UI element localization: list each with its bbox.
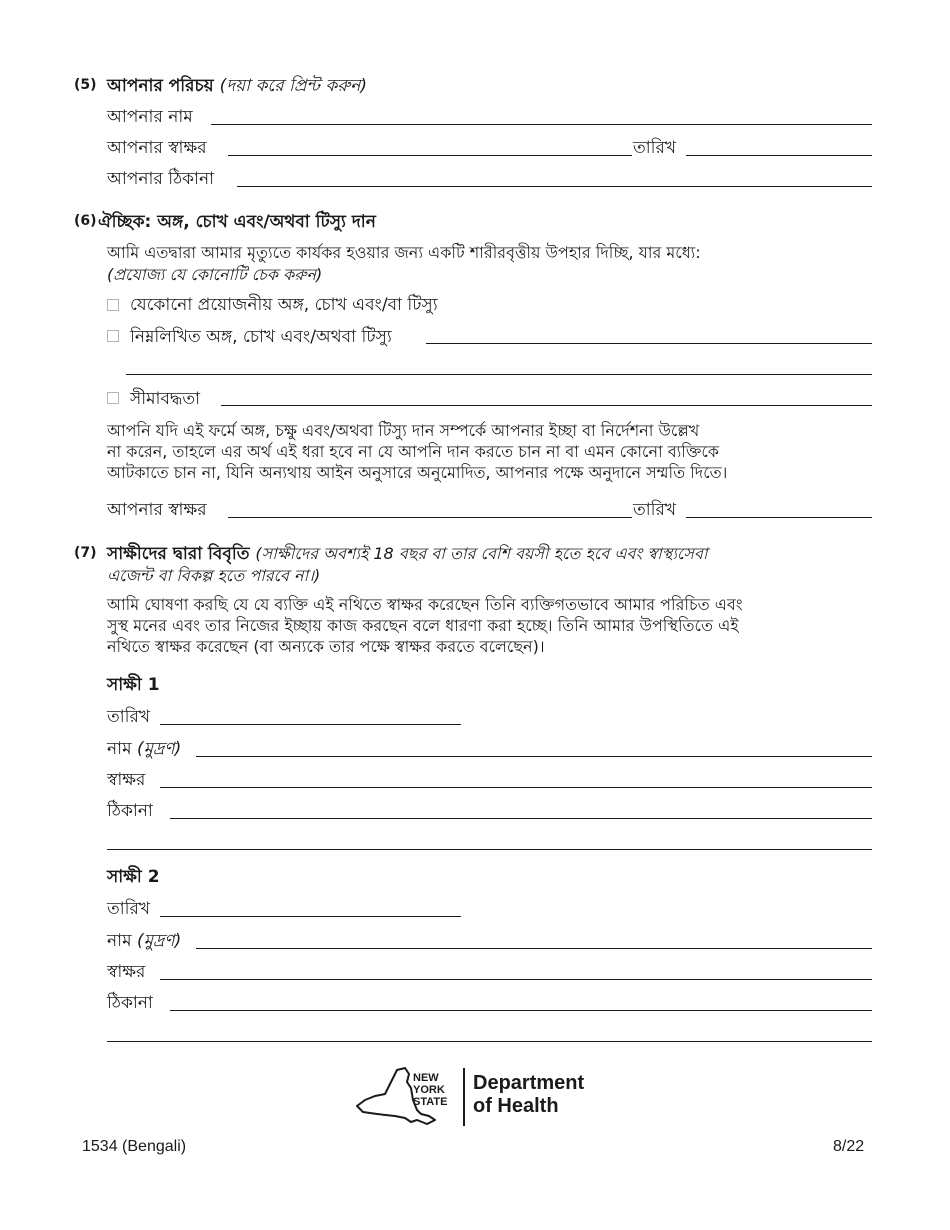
department-of-health-wordmark xyxy=(473,1072,584,1118)
signature-date-label: তারিখ xyxy=(633,138,677,158)
form-revision: 8/22 xyxy=(833,1138,865,1155)
your-address-label: আপনার ঠিকানা xyxy=(107,169,215,189)
witness-1-address-field-line-2[interactable] xyxy=(107,849,872,850)
option-limitations-label: সীমাবদ্ধতা xyxy=(130,389,201,409)
paragraph-line: সুস্থ মনের এবং তার নিজের ইচ্ছায় কাজ করছেন বলে ধারণা করা হচ্ছে। তিনি আমার উপস্থিতিতে এই xyxy=(107,616,739,635)
witness-1-heading: সাক্ষী 1 xyxy=(107,675,160,695)
following-organs-field-line-2[interactable] xyxy=(126,374,872,375)
donation-date-label: তারিখ xyxy=(633,500,677,520)
paragraph-line: আটকাতে চান না, যিনি অন্যথায় আইন অনুসারে অনুমোদিত, আপনার পক্ষে অনুদানে সম্মতি দিতে। xyxy=(107,463,728,482)
section-7-paragraph xyxy=(107,594,743,657)
section-5-title xyxy=(107,73,367,101)
your-signature-label: আপনার স্বাক্ষর xyxy=(107,138,207,158)
witness-2-name-label-text: নাম xyxy=(107,931,132,951)
witness-2-address-label: ঠিকানা xyxy=(107,993,153,1013)
witness-2-name-note: (মুদ্রণ) xyxy=(136,931,182,951)
nys-wordmark xyxy=(413,1072,447,1108)
section-7-note-line-2: এজেন্ট বা বিকল্প হতে পারবে না।) xyxy=(107,566,321,585)
nys-word-new: NEW xyxy=(413,1072,439,1084)
witness-1-signature-field[interactable] xyxy=(160,787,872,788)
checkbox-limitations[interactable] xyxy=(107,392,119,404)
your-name-label: আপনার নাম xyxy=(107,107,193,127)
of-health-word: of Health xyxy=(473,1095,559,1117)
witness-2-heading: সাক্ষী 2 xyxy=(107,867,160,887)
section-5-title-text: আপনার পরিচয় xyxy=(107,76,214,96)
witness-2-address-field-line-2[interactable] xyxy=(107,1041,872,1042)
your-address-field[interactable] xyxy=(237,186,872,187)
witness-2-address-field[interactable] xyxy=(170,1010,872,1011)
form-id: 1534 (Bengali) xyxy=(82,1138,187,1155)
following-organs-field[interactable] xyxy=(426,343,872,344)
paragraph-line: নথিতে স্বাক্ষর করেছেন (বা অন্যকে তার পক্ষে স্বাক্ষর করতে বলেছেন)। xyxy=(107,637,545,656)
section-6-intro-note: (প্রযোজ্য যে কোনোটি চেক করুন) xyxy=(107,265,323,284)
witness-2-name-label xyxy=(107,928,181,956)
section-7-note: (সাক্ষীদের অবশ্যই 18 বছর বা তার বেশি বয়সী হতে হবে এবং স্বাস্থ্যসেবা xyxy=(255,544,708,563)
witness-1-date-label: তারিখ xyxy=(107,707,151,727)
section-5-note: (দয়া করে প্রিন্ট করুন) xyxy=(219,76,368,96)
signature-date-field[interactable] xyxy=(686,155,872,156)
section-5-number: (5) xyxy=(74,77,97,93)
section-6-number: (6) xyxy=(74,213,97,229)
witness-2-name-field[interactable] xyxy=(196,948,872,949)
witness-1-name-label-text: নাম xyxy=(107,739,132,759)
section-7-number: (7) xyxy=(74,545,97,561)
nys-doh-logo xyxy=(355,1066,600,1130)
option-any-organ-label: যেকোনো প্রয়োজনীয় অঙ্গ, চোখ এবং/বা টিস্যু xyxy=(130,295,438,315)
witness-1-name-note: (মুদ্রণ) xyxy=(136,739,182,759)
department-word: Department xyxy=(473,1072,585,1094)
nys-word-state: STATE xyxy=(413,1096,448,1108)
paragraph-line: আমি ঘোষণা করছি যে যে ব্যক্তি এই নথিতে স্বাক্ষর করেছেন তিনি ব্যক্তিগতভাবে আমার পরিচিত এবং xyxy=(107,595,743,614)
witness-1-name-field[interactable] xyxy=(196,756,872,757)
donation-date-field[interactable] xyxy=(686,517,872,518)
your-name-field[interactable] xyxy=(211,124,872,125)
new-york-state-outline-icon xyxy=(355,1066,465,1130)
witness-2-date-field[interactable] xyxy=(160,916,461,917)
section-7-title-text: সাক্ষীদের দ্বারা বিবৃতি xyxy=(107,544,250,564)
witness-1-name-label xyxy=(107,736,181,764)
witness-2-signature-label: স্বাক্ষর xyxy=(107,962,146,982)
witness-2-date-label: তারিখ xyxy=(107,899,151,919)
witness-1-date-field[interactable] xyxy=(160,724,461,725)
option-following-organs-label: নিম্নলিখিত অঙ্গ, চোখ এবং/অথবা টিস্যু xyxy=(130,327,392,347)
section-6-title: ঐচ্ছিক: অঙ্গ, চোখ এবং/অথবা টিস্যু দান xyxy=(98,212,376,232)
section-6-intro: আমি এতদ্বারা আমার মৃত্যুতে কার্যকর হওয়ার জন্য একটি শারীরবৃত্তীয় উপহার দিচ্ছি, যার মধ্যে: xyxy=(107,243,701,262)
witness-2-signature-field[interactable] xyxy=(160,979,872,980)
witness-1-address-field[interactable] xyxy=(170,818,872,819)
logo-divider xyxy=(463,1068,465,1126)
donation-signature-label: আপনার স্বাক্ষর xyxy=(107,500,207,520)
section-6-paragraph xyxy=(107,420,727,483)
nys-word-york: YORK xyxy=(413,1084,445,1096)
checkbox-any-organ[interactable] xyxy=(107,299,119,311)
checkbox-following-organs[interactable] xyxy=(107,330,119,342)
donation-signature-field[interactable] xyxy=(228,517,632,518)
your-signature-field[interactable] xyxy=(228,155,632,156)
paragraph-line: না করেন, তাহলে এর অর্থ এই ধরা হবে না যে আপনি দান করতে চান না বা এমন কোনো ব্যক্তিকে xyxy=(107,442,720,461)
witness-1-signature-label: স্বাক্ষর xyxy=(107,770,146,790)
paragraph-line: আপনি যদি এই ফর্মে অঙ্গ, চক্ষু এবং/অথবা টিস্যু দান সম্পর্কে আপনার ইচ্ছা বা নির্দেশনা উল্লেখ xyxy=(107,421,700,440)
limitations-field[interactable] xyxy=(221,405,872,406)
witness-1-address-label: ঠিকানা xyxy=(107,801,153,821)
